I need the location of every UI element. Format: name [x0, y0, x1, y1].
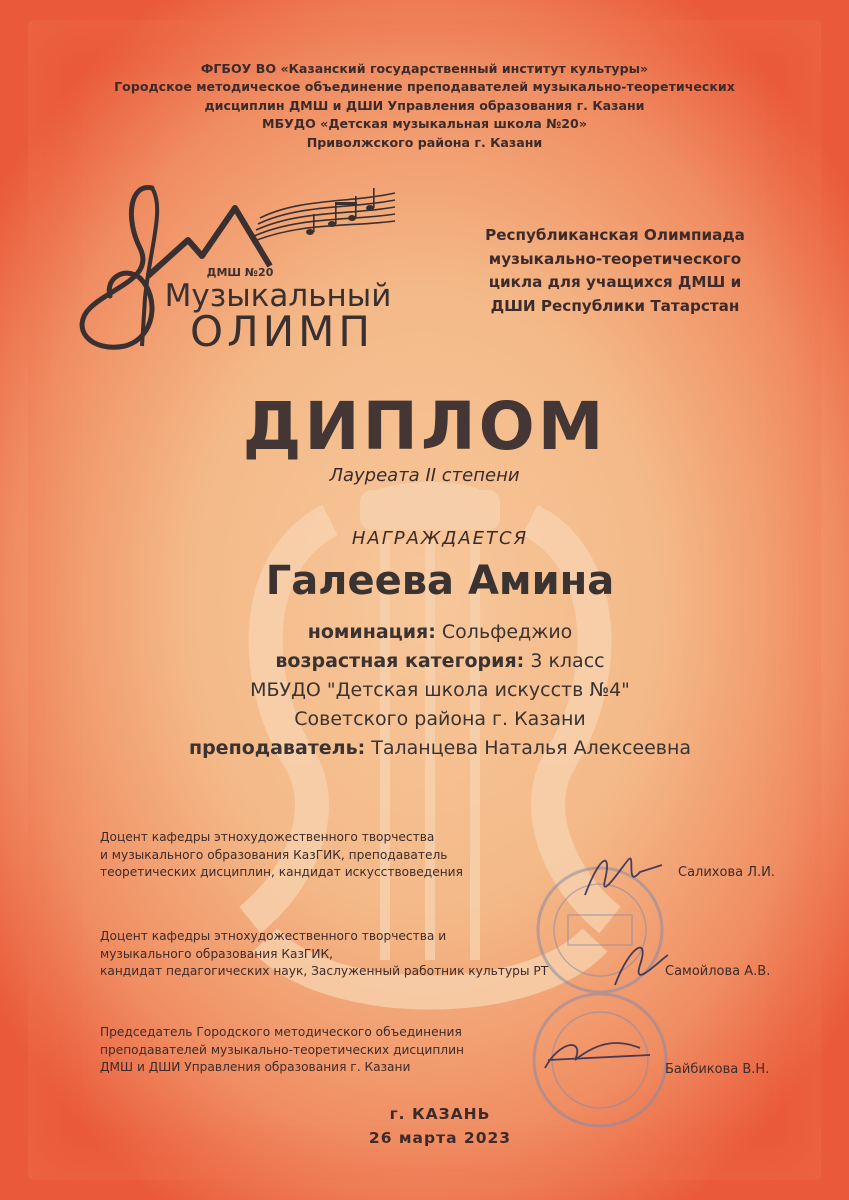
signatory-name-2: Самойлова А.В.: [665, 964, 771, 979]
signature-title-line: преподавателей музыкально-теоретических дисциплин: [100, 1042, 464, 1057]
signature-title-line: и музыкального образования КазГИК, преподаватель: [100, 847, 448, 862]
olympiad-line: цикла для учащихся ДМШ и: [488, 273, 742, 291]
recipient-name: Галеева Амина: [265, 558, 615, 604]
olympiad-line: музыкально-теоретического: [488, 249, 742, 268]
school-line-2: Советского района г. Казани: [294, 708, 586, 730]
signature-block-3: [100, 1024, 464, 1077]
header-line: Городское методическое объединение преподавателей музыкально-теоретических: [114, 79, 735, 95]
header-line: Приволжского района г. Казани: [306, 134, 543, 150]
signature-block-2: [100, 928, 548, 981]
diploma-title: ДИПЛОМ: [242, 388, 607, 465]
logo-school-label: ДМШ №20: [206, 266, 274, 279]
place-and-date: [0, 1102, 849, 1150]
nomination-value: Сольфеджио: [441, 621, 573, 643]
signature-title-line: ДМШ и ДШИ Управления образования г. Казани: [100, 1060, 411, 1074]
award-details: [0, 618, 849, 763]
teacher-value: Таланцева Наталья Алексеевна: [371, 737, 692, 759]
olympiad-title: [420, 224, 810, 318]
olympiad-line: ДШИ Республики Татарстан: [490, 296, 740, 315]
musical-olymp-logo: [70, 178, 410, 353]
age-category-label: возрастная категория:: [275, 650, 525, 672]
city: г. КАЗАНЬ: [389, 1105, 491, 1123]
signatory-name-1: Салихова Л.И.: [678, 865, 775, 880]
signature-title-line: Доцент кафедры этнохудожественного творчества: [100, 830, 435, 844]
signature-title-line: Председатель Городского методического объединения: [100, 1025, 462, 1039]
school-line-1: МБУДО "Детская школа искусств №4": [250, 679, 630, 701]
nomination-row: [0, 618, 849, 647]
signature-block-1: [100, 829, 463, 882]
logo-word-musical: Музыкальный: [164, 278, 392, 314]
logo-word-olymp: ОЛИМП: [190, 307, 374, 353]
date: 26 марта 2023: [368, 1129, 512, 1147]
age-category-value: 3 класс: [530, 650, 605, 672]
signature-title-line: теоретических дисциплин, кандидат искусствоведения: [100, 865, 463, 879]
header-line: МБУДО «Детская музыкальная школа №20»: [262, 116, 587, 132]
nomination-label: номинация:: [307, 621, 436, 643]
signatory-name-3: Байбикова В.Н.: [665, 1062, 770, 1077]
age-category-row: [0, 647, 849, 676]
laureate-degree: Лауреата II степени: [329, 465, 520, 486]
teacher-row: [0, 734, 849, 763]
header-line: дисциплин ДМШ и ДШИ Управления образования г. Казани: [204, 97, 645, 113]
olympiad-line: Республиканская Олимпиада: [485, 226, 745, 244]
signature-title-line: музыкального образования КазГИК,: [100, 946, 334, 961]
awarded-label: НАГРАЖДАЕТСЯ: [351, 528, 529, 549]
signature-title-line: кандидат педагогических наук, Заслуженный работник культуры РТ: [100, 964, 549, 978]
organizers-header: [60, 60, 789, 152]
header-line: ФГБОУ ВО «Казанский государственный институт культуры»: [200, 61, 649, 76]
teacher-label: преподаватель:: [188, 737, 366, 759]
signature-title-line: Доцент кафедры этнохудожественного творчества и: [100, 929, 447, 943]
